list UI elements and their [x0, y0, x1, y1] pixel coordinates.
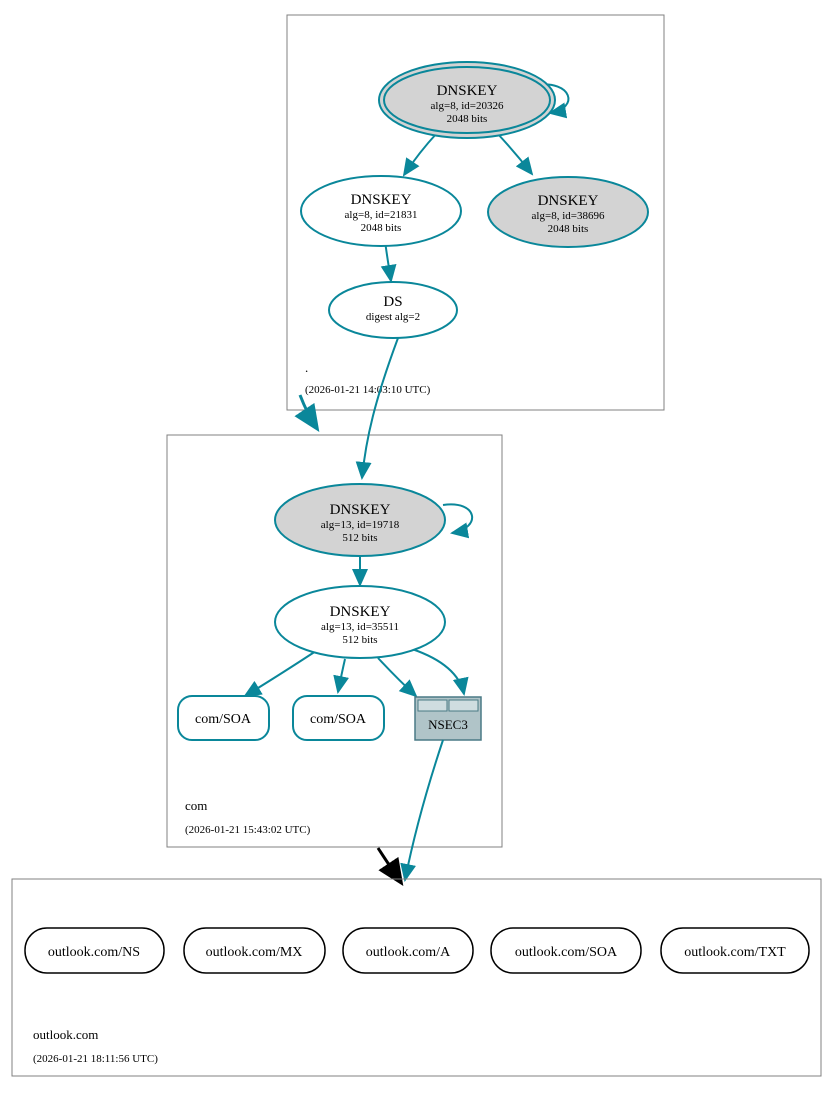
node-label-line2: alg=13, id=19718: [320, 519, 400, 531]
node-label-line2: alg=8, id=20326: [430, 100, 504, 112]
edge-root-to-com-zone: [300, 395, 316, 427]
node-rrset-com-soa-1[interactable]: [178, 696, 269, 740]
zone-timestamp-com: (2026-01-21 15:43:02 UTC): [185, 824, 311, 836]
node-dnskey-zsk-root-21831[interactable]: [301, 176, 461, 246]
node-label-line1: outlook.com/A: [365, 945, 451, 960]
edge-zsk-com-to-soa2: [338, 659, 345, 692]
zone-timestamp-outlook: (2026-01-21 18:11:56 UTC): [33, 1053, 158, 1065]
node-rrset-com-soa-2[interactable]: [293, 696, 384, 740]
node-rrset-outlook-a[interactable]: [343, 928, 473, 973]
node-label-line1: com/SOA: [310, 712, 366, 727]
node-dnskey-zsk-root-38696[interactable]: [488, 177, 648, 247]
edge-ksk-root-to-zsk38696: [497, 133, 532, 174]
edge-ksk-com-self: [443, 504, 472, 533]
node-label-line1: DNSKEY: [329, 502, 391, 518]
edge-zsk21831-to-ds: [385, 241, 391, 281]
node-dnskey-zsk-com[interactable]: [275, 586, 445, 658]
node-label-line1: NSEC3: [428, 717, 468, 732]
node-label-line1: outlook.com/NS: [47, 945, 141, 960]
edge-zsk-com-to-nsec3-a: [378, 658, 416, 696]
node-label-line1: DS: [383, 294, 403, 310]
node-label-line2: alg=13, id=35511: [321, 621, 399, 633]
node-rrset-outlook-txt[interactable]: [661, 928, 809, 973]
node-label-line2: digest alg=2: [365, 311, 421, 323]
node-label-line1: outlook.com/TXT: [684, 945, 786, 960]
node-label-line3: 2048 bits: [446, 113, 488, 125]
node-rrset-outlook-ns[interactable]: [25, 928, 164, 973]
node-label-line1: DNSKEY: [537, 193, 599, 209]
node-label-line2: alg=8, id=21831: [344, 209, 418, 221]
node-label-line3: 512 bits: [342, 634, 378, 646]
node-label-line3: 512 bits: [342, 532, 378, 544]
node-label-line1: com/SOA: [195, 712, 251, 727]
zone-label-com: com: [185, 798, 208, 813]
node-label-line1: DNSKEY: [350, 192, 412, 208]
node-label-line1: outlook.com/MX: [205, 945, 303, 960]
edge-zsk-com-to-soa1: [245, 651, 316, 696]
node-dnskey-ksk-root[interactable]: [379, 62, 555, 138]
node-label-line3: 2048 bits: [360, 222, 402, 234]
edge-ksk-root-to-zsk21831: [404, 133, 437, 175]
edge-com-to-outlook-zone: [378, 848, 400, 881]
zone-label-outlook: outlook.com: [33, 1027, 99, 1042]
node-label-line2: alg=8, id=38696: [531, 210, 605, 222]
edge-ds-to-ksk-com: [362, 338, 398, 478]
node-label-line1: outlook.com/SOA: [514, 945, 618, 960]
node-label-line1: DNSKEY: [329, 604, 391, 620]
node-ds-com[interactable]: [329, 282, 457, 338]
node-rrset-outlook-soa[interactable]: [491, 928, 641, 973]
node-nsec3[interactable]: [415, 697, 481, 740]
edge-nsec3-to-outlook-zone: [405, 740, 443, 880]
node-label-line1: DNSKEY: [436, 83, 498, 99]
node-dnskey-ksk-com[interactable]: [275, 484, 445, 556]
zone-box-outlook: [12, 879, 821, 1076]
node-label-line3: 2048 bits: [547, 223, 589, 235]
node-rrset-outlook-mx[interactable]: [184, 928, 325, 973]
zone-timestamp-root: (2026-01-21 14:03:10 UTC): [305, 384, 431, 396]
zone-label-root: .: [305, 360, 309, 375]
edge-zsk-com-to-nsec3-b: [412, 649, 464, 694]
